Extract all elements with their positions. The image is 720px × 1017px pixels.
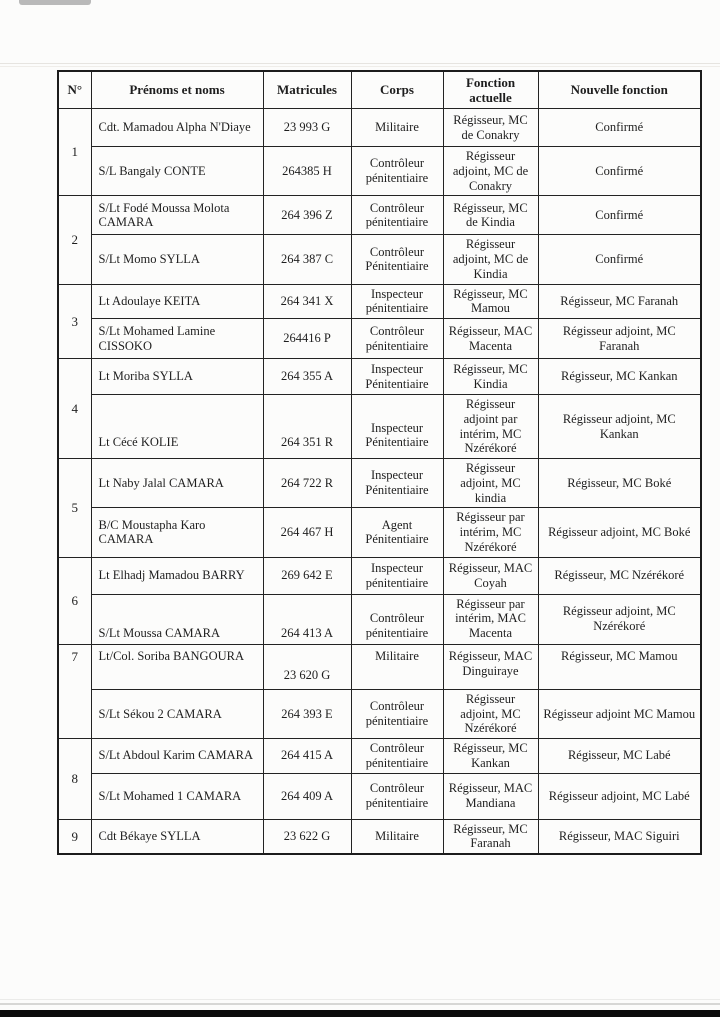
column-header-matricule: Matricules	[263, 71, 351, 109]
row-group-number: 7	[58, 644, 91, 738]
cell-fonction-actuelle: Régisseur adjoint, MC de Kindia	[443, 235, 538, 284]
cell-nouvelle-fonction: Confirmé	[538, 147, 701, 196]
table-row	[58, 235, 701, 284]
cell-matricule: 264 351 R	[263, 395, 351, 459]
table-row	[58, 284, 701, 319]
cell-nouvelle-fonction: Confirmé	[538, 235, 701, 284]
table-row	[58, 557, 701, 594]
cell-matricule: 264 396 Z	[263, 196, 351, 235]
cell-name: S/Lt Momo SYLLA	[91, 235, 263, 284]
table-row	[58, 819, 701, 854]
cell-corps: Contrôleur pénitentiaire	[351, 196, 443, 235]
cell-matricule: 264 387 C	[263, 235, 351, 284]
row-group-number: 1	[58, 109, 91, 196]
cell-fonction-actuelle: Régisseur adjoint, MC de Conakry	[443, 147, 538, 196]
cell-fonction-actuelle: Régisseur, MC de Conakry	[443, 109, 538, 147]
table-header	[58, 71, 701, 109]
row-group-number: 5	[58, 459, 91, 558]
cell-nouvelle-fonction: Régisseur, MC Faranah	[538, 284, 701, 319]
cell-name: S/Lt Abdoul Karim CAMARA	[91, 739, 263, 774]
column-header-fonction-actuelle: Fonction actuelle	[443, 71, 538, 109]
cell-name: Lt Moriba SYLLA	[91, 359, 263, 395]
cell-matricule: 264 393 E	[263, 689, 351, 738]
scan-line-top-2	[0, 66, 720, 67]
cell-nouvelle-fonction: Régisseur adjoint MC Mamou	[538, 689, 701, 738]
table-row	[58, 773, 701, 819]
cell-name: Lt Adoulaye KEITA	[91, 284, 263, 319]
cell-corps: Contrôleur pénitentiaire	[351, 319, 443, 359]
cell-matricule: 23 993 G	[263, 109, 351, 147]
scan-line-bottom-faint	[0, 999, 720, 1000]
cell-fonction-actuelle: Régisseur par intérim, MC Nzérékoré	[443, 508, 538, 557]
cell-nouvelle-fonction: Régisseur adjoint, MC Nzérékoré	[538, 594, 701, 644]
table-header-row	[58, 71, 701, 109]
cell-matricule: 264416 P	[263, 319, 351, 359]
scan-black-bar-bottom	[0, 1010, 720, 1017]
cell-nouvelle-fonction: Régisseur, MAC Siguiri	[538, 819, 701, 854]
cell-matricule: 264 355 A	[263, 359, 351, 395]
column-header-num: N°	[58, 71, 91, 109]
cell-fonction-actuelle: Régisseur, MC Mamou	[443, 284, 538, 319]
cell-nouvelle-fonction: Confirmé	[538, 109, 701, 147]
cell-matricule: 264 415 A	[263, 739, 351, 774]
cell-corps: Contrôleur pénitentiaire	[351, 773, 443, 819]
column-header-nouvelle-fonction: Nouvelle fonction	[538, 71, 701, 109]
cell-corps: Contrôleur pénitentiaire	[351, 594, 443, 644]
cell-matricule: 264 341 X	[263, 284, 351, 319]
cell-name: Cdt. Mamadou Alpha N'Diaye	[91, 109, 263, 147]
cell-fonction-actuelle: Régisseur adjoint, MC kindia	[443, 459, 538, 508]
table-row	[58, 109, 701, 147]
scan-smudge-top-left	[19, 0, 91, 5]
cell-fonction-actuelle: Régisseur, MAC Coyah	[443, 557, 538, 594]
row-group-number: 3	[58, 284, 91, 359]
cell-fonction-actuelle: Régisseur, MAC Mandiana	[443, 773, 538, 819]
cell-matricule: 264 467 H	[263, 508, 351, 557]
cell-fonction-actuelle: Régisseur, MAC Macenta	[443, 319, 538, 359]
cell-name: S/L Bangaly CONTE	[91, 147, 263, 196]
scan-line-bottom	[0, 1003, 720, 1005]
cell-name: Cdt Békaye SYLLA	[91, 819, 263, 854]
table-row	[58, 644, 701, 689]
table-body	[58, 109, 701, 855]
cell-fonction-actuelle: Régisseur adjoint, MC Nzérékoré	[443, 689, 538, 738]
cell-corps: Contrôleur pénitentiaire	[351, 689, 443, 738]
cell-nouvelle-fonction: Régisseur adjoint, MC Kankan	[538, 395, 701, 459]
cell-name: S/Lt Sékou 2 CAMARA	[91, 689, 263, 738]
cell-nouvelle-fonction: Régisseur, MC Labé	[538, 739, 701, 774]
cell-corps: Contrôleur Pénitentiaire	[351, 235, 443, 284]
cell-nouvelle-fonction: Régisseur, MC Nzérékoré	[538, 557, 701, 594]
cell-nouvelle-fonction: Régisseur adjoint, MC Boké	[538, 508, 701, 557]
cell-nouvelle-fonction: Confirmé	[538, 196, 701, 235]
cell-matricule: 264 409 A	[263, 773, 351, 819]
row-group-number: 2	[58, 196, 91, 284]
cell-name: S/Lt Moussa CAMARA	[91, 594, 263, 644]
cell-corps: Inspecteur Pénitentiaire	[351, 395, 443, 459]
cell-name: Lt Elhadj Mamadou BARRY	[91, 557, 263, 594]
cell-fonction-actuelle: Régisseur par intérim, MAC Macenta	[443, 594, 538, 644]
cell-nouvelle-fonction: Régisseur adjoint, MC Labé	[538, 773, 701, 819]
table-row	[58, 147, 701, 196]
table-row	[58, 196, 701, 235]
table-row	[58, 459, 701, 508]
row-group-number: 9	[58, 819, 91, 854]
cell-corps: Inspecteur Pénitentiaire	[351, 359, 443, 395]
table-row	[58, 395, 701, 459]
row-group-number: 6	[58, 557, 91, 644]
cell-matricule: 23 620 G	[263, 644, 351, 689]
cell-corps: Inspecteur pénitentiaire	[351, 284, 443, 319]
row-group-number: 8	[58, 739, 91, 820]
cell-corps: Agent Pénitentiaire	[351, 508, 443, 557]
table-row	[58, 359, 701, 395]
cell-matricule: 269 642 E	[263, 557, 351, 594]
cell-name: Lt Naby Jalal CAMARA	[91, 459, 263, 508]
table-row	[58, 689, 701, 738]
personnel-table	[57, 70, 702, 855]
cell-name: B/C Moustapha Karo CAMARA	[91, 508, 263, 557]
cell-name: Lt Cécé KOLIE	[91, 395, 263, 459]
table-row	[58, 594, 701, 644]
cell-name: S/Lt Mohamed 1 CAMARA	[91, 773, 263, 819]
cell-nouvelle-fonction: Régisseur, MC Kankan	[538, 359, 701, 395]
cell-nouvelle-fonction: Régisseur, MC Mamou	[538, 644, 701, 689]
cell-corps: Militaire	[351, 644, 443, 689]
cell-nouvelle-fonction: Régisseur, MC Boké	[538, 459, 701, 508]
table-row	[58, 319, 701, 359]
cell-name: Lt/Col. Soriba BANGOURA	[91, 644, 263, 689]
cell-name: S/Lt Mohamed Lamine CISSOKO	[91, 319, 263, 359]
cell-corps: Militaire	[351, 819, 443, 854]
cell-fonction-actuelle: Régisseur, MC de Kindia	[443, 196, 538, 235]
cell-corps: Militaire	[351, 109, 443, 147]
cell-corps: Inspecteur pénitentiaire	[351, 557, 443, 594]
cell-matricule: 264 413 A	[263, 594, 351, 644]
cell-fonction-actuelle: Régisseur adjoint par intérim, MC Nzérékoré	[443, 395, 538, 459]
cell-corps: Inspecteur Pénitentiaire	[351, 459, 443, 508]
column-header-name: Prénoms et noms	[91, 71, 263, 109]
cell-matricule: 264 722 R	[263, 459, 351, 508]
row-group-number: 4	[58, 359, 91, 459]
table-row	[58, 508, 701, 557]
table-row	[58, 739, 701, 774]
cell-fonction-actuelle: Régisseur, MC Faranah	[443, 819, 538, 854]
cell-fonction-actuelle: Régisseur, MC Kindia	[443, 359, 538, 395]
cell-name: S/Lt Fodé Moussa Molota CAMARA	[91, 196, 263, 235]
column-header-corps: Corps	[351, 71, 443, 109]
cell-corps: Contrôleur pénitentiaire	[351, 147, 443, 196]
cell-matricule: 23 622 G	[263, 819, 351, 854]
cell-matricule: 264385 H	[263, 147, 351, 196]
scan-line-top-1	[0, 63, 720, 64]
cell-corps: Contrôleur pénitentiaire	[351, 739, 443, 774]
cell-fonction-actuelle: Régisseur, MC Kankan	[443, 739, 538, 774]
cell-nouvelle-fonction: Régisseur adjoint, MC Faranah	[538, 319, 701, 359]
cell-fonction-actuelle: Régisseur, MAC Dinguiraye	[443, 644, 538, 689]
